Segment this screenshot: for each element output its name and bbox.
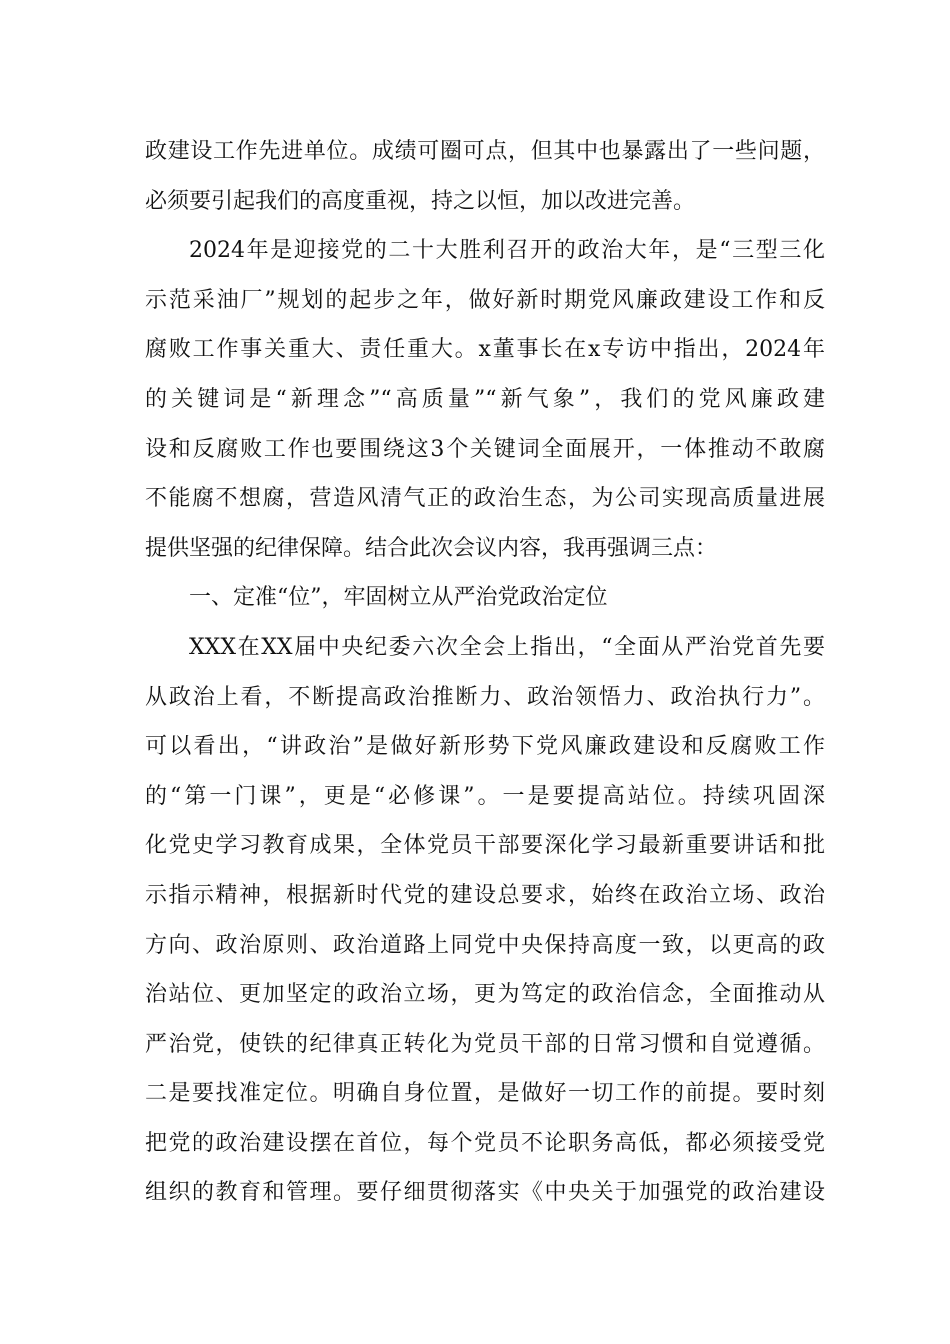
text-line: 腐败工作事关重大、责任重大。x董事长在x专访中指出，2024年 <box>145 337 825 363</box>
text-line: 严治党，使铁的纪律真正转化为党员干部的日常习惯和自觉遵循。 <box>145 1031 825 1057</box>
section-heading: 一、定准“位”，牢固树立从严治党政治定位 <box>189 585 608 611</box>
document-body <box>145 127 825 1218</box>
text-line: 治站位、更加坚定的政治立场，更为笃定的政治信念，全面推动从 <box>145 982 825 1008</box>
text-line: XXX在XX届中央纪委六次全会上指出，“全面从严治党首先要 <box>189 634 825 660</box>
text-line: 不能腐不想腐，营造风清气正的政治生态，为公司实现高质量进展 <box>145 486 825 512</box>
text-line: 提供坚强的纪律保障。结合此次会议内容，我再强调三点： <box>145 535 718 561</box>
text-line: 设和反腐败工作也要围绕这3个关键词全面展开，一体推动不敢腐 <box>145 436 825 462</box>
text-line: 2024年是迎接党的二十大胜利召开的政治大年，是“三型三化 <box>189 238 825 264</box>
text-line: 可以看出，“讲政治”是做好新形势下党风廉政建设和反腐败工作 <box>145 734 825 760</box>
text-line: 必须要引起我们的高度重视，持之以恒，加以改进完善。 <box>145 188 696 214</box>
text-line: 二是要找准定位。明确自身位置，是做好一切工作的前提。要时刻 <box>145 1081 825 1107</box>
text-line: 的关键词是“新理念”“高质量”“新气象”，我们的党风廉政建 <box>145 386 825 412</box>
text-line: 方向、政治原则、政治道路上同党中央保持高度一致，以更高的政 <box>145 932 825 958</box>
text-line: 化党史学习教育成果，全体党员干部要深化学习最新重要讲话和批 <box>145 833 825 859</box>
text-line: 的“第一门课”，更是“必修课”。一是要提高站位。持续巩固深 <box>145 783 825 809</box>
text-line: 组织的教育和管理。要仔细贯彻落实《中央关于加强党的政治建设 <box>145 1180 825 1206</box>
text-line: 从政治上看，不断提高政治推断力、政治领悟力、政治执行力”。 <box>145 684 825 710</box>
text-line: 示范采油厂”规划的起步之年，做好新时期党风廉政建设工作和反 <box>145 287 825 313</box>
text-line: 示指示精神，根据新时代党的建设总要求，始终在政治立场、政治 <box>145 882 825 908</box>
text-line: 把党的政治建设摆在首位，每个党员不论职务高低，都必须接受党 <box>145 1130 825 1156</box>
text-line: 政建设工作先进单位。成绩可圈可点，但其中也暴露出了一些问题， <box>145 139 825 164</box>
